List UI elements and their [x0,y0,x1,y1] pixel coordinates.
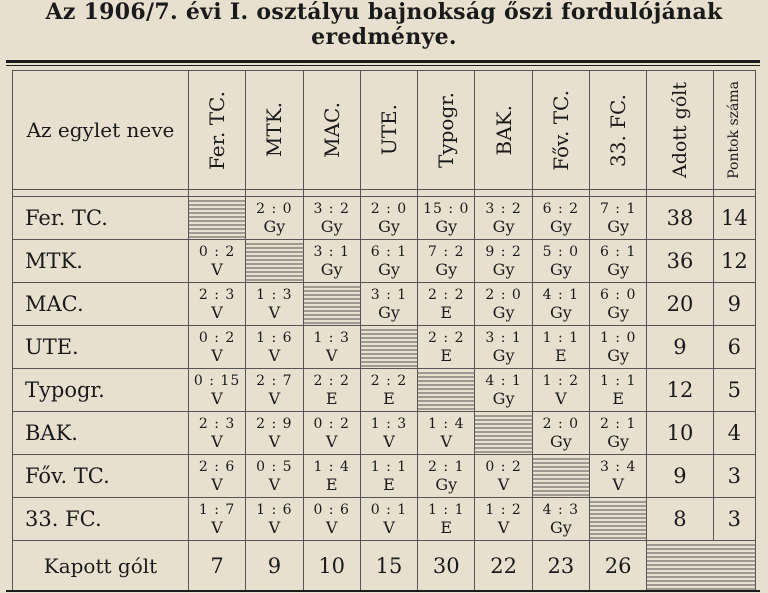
column-header-team [475,71,532,190]
match-result-cell [360,412,417,455]
match-result-cell [188,455,245,498]
match-outcome: Gy [549,217,572,236]
match-score: 1 : 3 [313,330,350,346]
team-header-label: Fer. TC. [205,90,230,170]
match-result-cell [360,369,417,412]
match-result-cell [303,240,360,283]
table-row [13,240,756,283]
match-outcome: V [268,432,281,451]
match-outcome: Gy [492,346,515,365]
match-score: 3 : 1 [370,287,408,303]
match-outcome: Gy [378,260,400,279]
match-outcome: V [555,389,567,408]
match-score: 0 : 2 [485,459,522,475]
match-score: 2 : 3 [198,287,236,303]
match-result-cell [303,498,360,541]
match-outcome: E [440,518,453,537]
match-score: 0 : 2 [198,330,236,346]
goals-received-value: 9 [246,541,303,592]
match-result-cell [418,240,475,283]
match-score: 2 : 0 [485,287,522,303]
match-outcome: Gy [607,432,630,451]
header-row [13,71,756,190]
goals-given-header [647,71,713,190]
match-score: 3 : 4 [599,459,637,475]
match-outcome: Gy [263,217,286,236]
match-result-cell [532,412,589,455]
match-outcome: E [325,389,338,408]
match-score: 1 : 1 [599,373,637,389]
match-result-cell [590,326,647,369]
match-result-cell [475,283,532,326]
title-line-1: Az 1906/7. évi I. osztályu bajnokság őszi fordulójának [45,0,723,25]
match-result-cell [475,197,532,240]
column-header-team [360,71,417,190]
match-result-cell [590,197,647,240]
match-score: 0 : 6 [313,502,350,518]
match-result-cell [475,369,532,412]
match-outcome: Gy [492,260,515,279]
goals-given-value: 36 [647,240,713,283]
match-score: 1 : 2 [485,502,522,518]
match-result-cell [303,197,360,240]
match-score: 5 : 0 [542,244,580,260]
team-header-label: MAC. [319,102,344,158]
match-score: 2 : 2 [428,330,465,346]
match-result-cell [418,455,475,498]
match-outcome: V [325,432,338,451]
goals-received-value: 30 [418,541,475,592]
match-result-cell [303,455,360,498]
match-outcome: V [497,518,510,537]
match-result-cell [532,498,589,541]
match-outcome: V [211,260,223,279]
goals-given-value: 10 [647,412,713,455]
match-score: 2 : 2 [370,373,408,389]
spacer-row [13,190,756,197]
match-score: 2 : 0 [542,416,580,432]
hatched-cell [590,498,647,541]
team-header-label: UTE. [376,104,401,156]
column-header-team [246,71,303,190]
match-result-cell [532,197,589,240]
team-name: UTE. [13,326,189,369]
match-score: 2 : 3 [198,416,236,432]
hatched-cell [418,369,475,412]
match-score: 6 : 1 [599,244,637,260]
goals-given-value: 9 [647,326,713,369]
top-rule [6,60,760,63]
match-result-cell [418,498,475,541]
match-outcome: Gy [607,217,630,236]
match-result-cell [475,326,532,369]
points-header [713,71,755,190]
title-line-2: eredménye. [311,24,457,50]
team-name: MAC. [13,283,189,326]
match-score: 2 : 1 [599,416,637,432]
match-outcome: Gy [435,217,458,236]
points-value: 14 [713,197,755,240]
match-outcome: V [325,346,338,365]
match-outcome: Gy [492,217,515,236]
match-outcome: V [497,475,510,494]
match-result-cell [475,455,532,498]
goals-received-value: 22 [475,541,532,592]
match-outcome: V [325,518,338,537]
table-row [13,455,756,498]
points-value: 3 [713,455,755,498]
team-name: Főv. TC. [13,455,189,498]
table-row [13,197,756,240]
match-result-cell [246,326,303,369]
points-value: 12 [713,240,755,283]
hatched-cell [303,283,360,326]
match-outcome: Gy [435,475,458,494]
match-outcome: Gy [492,389,515,408]
match-result-cell [188,412,245,455]
match-result-cell [188,283,245,326]
match-outcome: Gy [435,260,458,279]
hatched-cell [360,326,417,369]
match-outcome: V [211,346,223,365]
points-value: 5 [713,369,755,412]
match-score: 2 : 0 [370,201,408,217]
match-result-cell [590,369,647,412]
team-name: Typogr. [13,369,189,412]
match-result-cell [246,455,303,498]
match-score: 15 : 0 [423,201,470,217]
goals-received-value: 26 [590,541,647,592]
document-title [0,0,768,58]
match-score: 3 : 2 [485,201,522,217]
goals-given-value: 12 [647,369,713,412]
match-outcome: V [440,432,453,451]
match-result-cell [590,412,647,455]
match-result-cell [246,197,303,240]
goals-received-value: 15 [360,541,417,592]
match-outcome: Gy [549,303,572,322]
points-value: 3 [713,498,755,541]
match-score: 1 : 1 [542,330,580,346]
match-score: 2 : 1 [428,459,465,475]
goals-received-label: Kapott gólt [13,541,189,592]
match-outcome: V [612,475,624,494]
match-outcome: V [268,518,281,537]
match-result-cell [246,412,303,455]
team-header-label: MTK. [262,102,287,158]
match-outcome: Gy [378,303,400,322]
match-score: 0 : 1 [370,502,408,518]
match-outcome: V [211,432,223,451]
points-value: 6 [713,326,755,369]
team-name: Fer. TC. [13,197,189,240]
match-result-cell [246,369,303,412]
match-score: 7 : 1 [599,201,637,217]
team-name: MTK. [13,240,189,283]
match-outcome: V [211,303,223,322]
team-name: BAK. [13,412,189,455]
match-outcome: Gy [549,260,572,279]
goals-given-label: Adott gólt [668,82,691,178]
match-score: 0 : 5 [256,459,293,475]
match-result-cell [590,283,647,326]
match-result-cell [360,197,417,240]
match-outcome: V [268,303,281,322]
match-result-cell [360,498,417,541]
match-score: 2 : 6 [198,459,236,475]
match-outcome: Gy [320,260,343,279]
match-score: 4 : 1 [485,373,522,389]
match-result-cell [590,455,647,498]
match-result-cell [418,283,475,326]
goals-given-value: 38 [647,197,713,240]
hatched-cell [532,455,589,498]
team-header-label: Typogr. [434,91,459,168]
match-score: 9 : 2 [485,244,522,260]
match-result-cell [188,498,245,541]
team-header-label: BAK. [491,104,516,156]
match-score: 2 : 0 [256,201,293,217]
match-score: 1 : 3 [256,287,293,303]
match-score: 3 : 1 [313,244,350,260]
results-body [13,190,756,541]
column-header-team [418,71,475,190]
goals-received-value: 23 [532,541,589,592]
match-outcome: E [383,475,395,494]
match-score: 4 : 3 [542,502,580,518]
hatched-cell [475,412,532,455]
match-score: 0 : 2 [198,244,236,260]
match-outcome: E [383,389,395,408]
match-outcome: V [211,389,223,408]
column-header-team [188,71,245,190]
match-outcome: E [440,346,453,365]
match-score: 1 : 4 [428,416,465,432]
goals-received-value: 10 [303,541,360,592]
hatched-cell [246,240,303,283]
match-score: 6 : 2 [542,201,580,217]
match-result-cell [246,283,303,326]
match-result-cell [418,197,475,240]
match-result-cell [475,240,532,283]
points-value: 4 [713,412,755,455]
match-score: 7 : 2 [428,244,465,260]
team-header-label: Főv. TC. [548,89,573,171]
match-score: 1 : 3 [370,416,408,432]
hatched-cell [188,197,245,240]
match-score: 1 : 0 [599,330,637,346]
match-score: 1 : 1 [370,459,408,475]
match-outcome: V [268,475,281,494]
match-score: 2 : 7 [256,373,293,389]
goals-given-value: 20 [647,283,713,326]
match-score: 1 : 2 [542,373,580,389]
club-name-header: Az egylet neve [13,71,189,190]
goals-given-value: 9 [647,455,713,498]
match-outcome: E [325,475,338,494]
column-header-team [532,71,589,190]
match-score: 2 : 2 [428,287,465,303]
match-score: 1 : 7 [198,502,236,518]
match-outcome: V [383,432,395,451]
match-outcome: V [211,518,223,537]
match-result-cell [303,412,360,455]
match-result-cell [475,498,532,541]
match-result-cell [360,455,417,498]
match-result-cell [188,326,245,369]
match-score: 1 : 4 [313,459,350,475]
match-outcome: Gy [549,518,572,537]
match-result-cell [532,326,589,369]
points-value: 9 [713,283,755,326]
match-result-cell [532,369,589,412]
match-score: 0 : 15 [193,373,241,389]
goals-received-value: 7 [188,541,245,592]
match-result-cell [246,498,303,541]
top-rule-thin [6,65,760,66]
team-name: 33. FC. [13,498,189,541]
hatched-cell [647,541,756,592]
match-outcome: Gy [607,260,630,279]
match-outcome: Gy [607,346,630,365]
column-header-team [590,71,647,190]
match-score: 6 : 0 [599,287,637,303]
bottom-rule [6,590,760,592]
match-score: 2 : 2 [313,373,350,389]
match-outcome: E [440,303,453,322]
match-result-cell [360,240,417,283]
match-result-cell [418,412,475,455]
match-result-cell [188,240,245,283]
match-score: 0 : 2 [313,416,350,432]
match-result-cell [590,240,647,283]
table-row [13,369,756,412]
match-outcome: E [555,346,567,365]
match-outcome: Gy [320,217,343,236]
results-table [12,70,756,592]
match-score: 3 : 1 [485,330,522,346]
match-outcome: Gy [492,303,515,322]
match-result-cell [532,283,589,326]
match-outcome: Gy [549,432,572,451]
match-result-cell [303,326,360,369]
match-result-cell [188,369,245,412]
goals-given-value: 8 [647,498,713,541]
match-score: 2 : 9 [256,416,293,432]
match-score: 1 : 6 [256,330,293,346]
match-score: 4 : 1 [542,287,580,303]
table-row [13,326,756,369]
goals-received-row [13,541,756,592]
match-outcome: V [268,346,281,365]
points-label: Pontok száma [726,81,743,179]
match-score: 1 : 6 [256,502,293,518]
match-outcome: V [211,475,223,494]
match-score: 3 : 2 [313,201,350,217]
table-row [13,498,756,541]
match-result-cell [418,326,475,369]
match-result-cell [532,240,589,283]
match-result-cell [303,369,360,412]
match-score: 1 : 1 [428,502,465,518]
match-outcome: Gy [378,217,400,236]
match-outcome: E [612,389,624,408]
column-header-team [303,71,360,190]
team-header-label: 33. FC. [606,93,631,167]
match-outcome: V [268,389,281,408]
match-result-cell [360,283,417,326]
table-row [13,283,756,326]
match-score: 6 : 1 [370,244,408,260]
table-row [13,412,756,455]
match-outcome: Gy [607,303,630,322]
match-outcome: V [383,518,395,537]
